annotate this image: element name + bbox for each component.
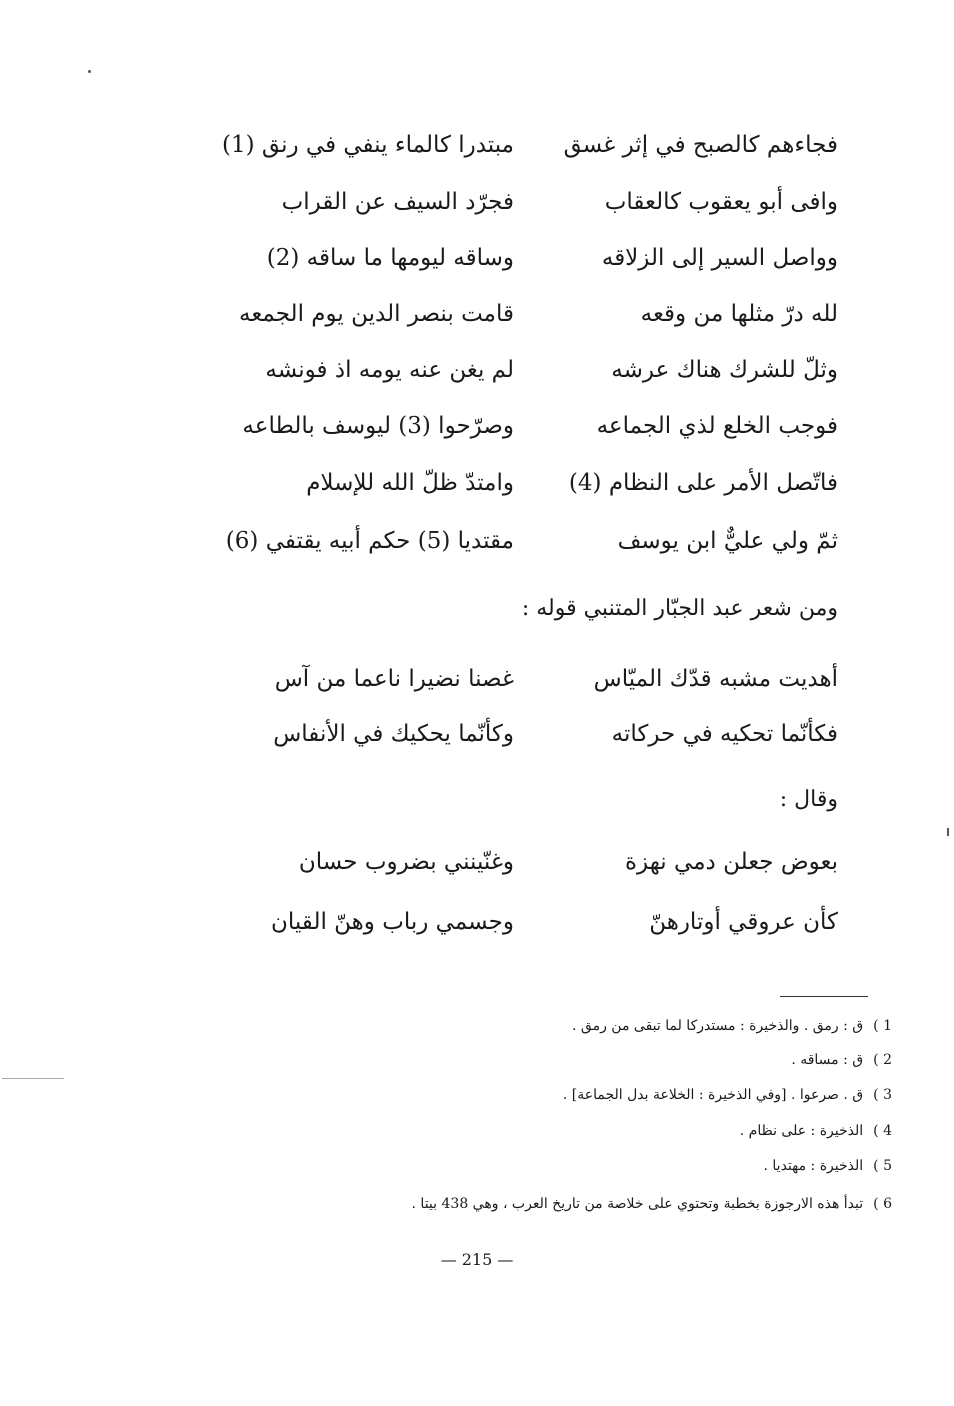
footnote-separator bbox=[780, 996, 868, 997]
footnote-text: ق : مساقه . bbox=[791, 1052, 864, 1068]
verse-line bbox=[0, 398, 954, 454]
footnote-text: ق . صرعوا . [وفي الذخيرة : الخلاعة بدل الجماعة] . bbox=[562, 1087, 864, 1103]
verse-first-hemistich: وافى أبو يعقوب كالعقاب bbox=[604, 189, 838, 215]
footnote bbox=[192, 1078, 892, 1112]
verse-second-hemistich: وامتدّ ظلّ الله للإسلام bbox=[306, 470, 514, 496]
verse-first-hemistich: فوجب الخلع لذي الجماعه bbox=[596, 413, 838, 439]
footnote bbox=[192, 1009, 892, 1043]
footnote-number: 1 ) bbox=[873, 1018, 892, 1034]
footnote-number: 5 ) bbox=[873, 1158, 892, 1174]
scan-speck bbox=[88, 70, 91, 73]
footnote-text: الذخيرة : على نظام . bbox=[739, 1123, 864, 1139]
verse-line bbox=[0, 834, 954, 890]
verse-second-hemistich: وجسمي رباب وهنّ القيان bbox=[270, 909, 514, 935]
verse-first-hemistich: ثمّ ولي عليٌّ ابن يوسف bbox=[617, 528, 838, 554]
verse-second-hemistich: لم يغن عنه يومه اذ فونشه bbox=[265, 357, 514, 383]
verse-second-hemistich: قامت بنصر الدين يوم الجمعه bbox=[238, 301, 514, 327]
footnote bbox=[192, 1187, 892, 1221]
verse-first-hemistich: فجاءهم كالصبح في إثر غسق bbox=[563, 132, 838, 158]
verse-line bbox=[0, 513, 954, 569]
verse-first-hemistich: لله درّ مثلها من وقعه bbox=[640, 301, 838, 327]
verse-second-hemistich: مقتديا (5) حكم أبيه يقتفي (6) bbox=[225, 528, 514, 554]
verse-line bbox=[0, 230, 954, 286]
footnote bbox=[192, 1149, 892, 1183]
verse-first-hemistich: وواصل السير إلى الزلاقه bbox=[601, 245, 838, 271]
verse-first-hemistich: أهديت مشبه قدّك الميّاس bbox=[593, 666, 838, 692]
footnote-text: الذخيرة : مهتديا . bbox=[763, 1158, 864, 1174]
verse-second-hemistich: وصرّحوا (3) ليوسف بالطاعه bbox=[242, 413, 514, 439]
verse-line bbox=[0, 894, 954, 950]
footnote-number: 3 ) bbox=[873, 1087, 892, 1103]
verse-first-hemistich: بعوض جعلن دمي نهزة bbox=[624, 849, 838, 875]
footnote bbox=[192, 1114, 892, 1148]
footnote bbox=[192, 1043, 892, 1077]
verse-second-hemistich: غصنا نضيرا ناعما من آس bbox=[274, 666, 514, 692]
verse-second-hemistich: وكأنّما يحكيك في الأنفاس bbox=[273, 721, 514, 747]
verse-second-hemistich: فجرّد السيف عن القراب bbox=[281, 189, 514, 215]
footnote-text: تبدأ هذه الارجوزة بخطبة وتحتوي على خلاصة من تاريخ العرب ، وهي 438 بيتا . bbox=[411, 1196, 864, 1212]
verse-line bbox=[0, 117, 954, 173]
verse-first-hemistich: فكأنّما تحكيه في حركاته bbox=[611, 721, 838, 747]
verse-second-hemistich: مبتدرا كالماء ينفي في رنق (1) bbox=[221, 132, 514, 158]
verse-first-hemistich: كأن عروقي أوتارهنّ bbox=[649, 909, 838, 935]
footnote-text: ق : رمق . والذخيرة : مستدركا لما تبقى من رمق . bbox=[572, 1018, 864, 1034]
verse-first-hemistich: وثلّ للشرك هناك عرشه bbox=[611, 357, 838, 383]
verse-line bbox=[0, 342, 954, 398]
intro-text: وقال : bbox=[779, 787, 838, 812]
verse-line bbox=[0, 286, 954, 342]
footnote-number: 6 ) bbox=[873, 1196, 892, 1212]
verse-second-hemistich: وغنّينني بضروب حسان bbox=[298, 849, 514, 875]
footnote-number: 4 ) bbox=[873, 1123, 892, 1139]
footnote-number: 2 ) bbox=[873, 1052, 892, 1068]
scan-speck bbox=[2, 1078, 64, 1079]
verse-second-hemistich: وساقه ليومها ما ساقه (2) bbox=[266, 245, 514, 271]
verse-line bbox=[0, 706, 954, 762]
verse-line bbox=[0, 174, 954, 230]
intro-text: ومن شعر عبد الجبّار المتنبي قوله : bbox=[521, 596, 838, 621]
scan-speck bbox=[947, 828, 949, 836]
page-number: — 215 — bbox=[440, 1250, 514, 1269]
verse-first-hemistich: فاتّصل الأمر على النظام (4) bbox=[568, 470, 838, 496]
verse-line bbox=[0, 651, 954, 707]
verse-line bbox=[0, 455, 954, 511]
